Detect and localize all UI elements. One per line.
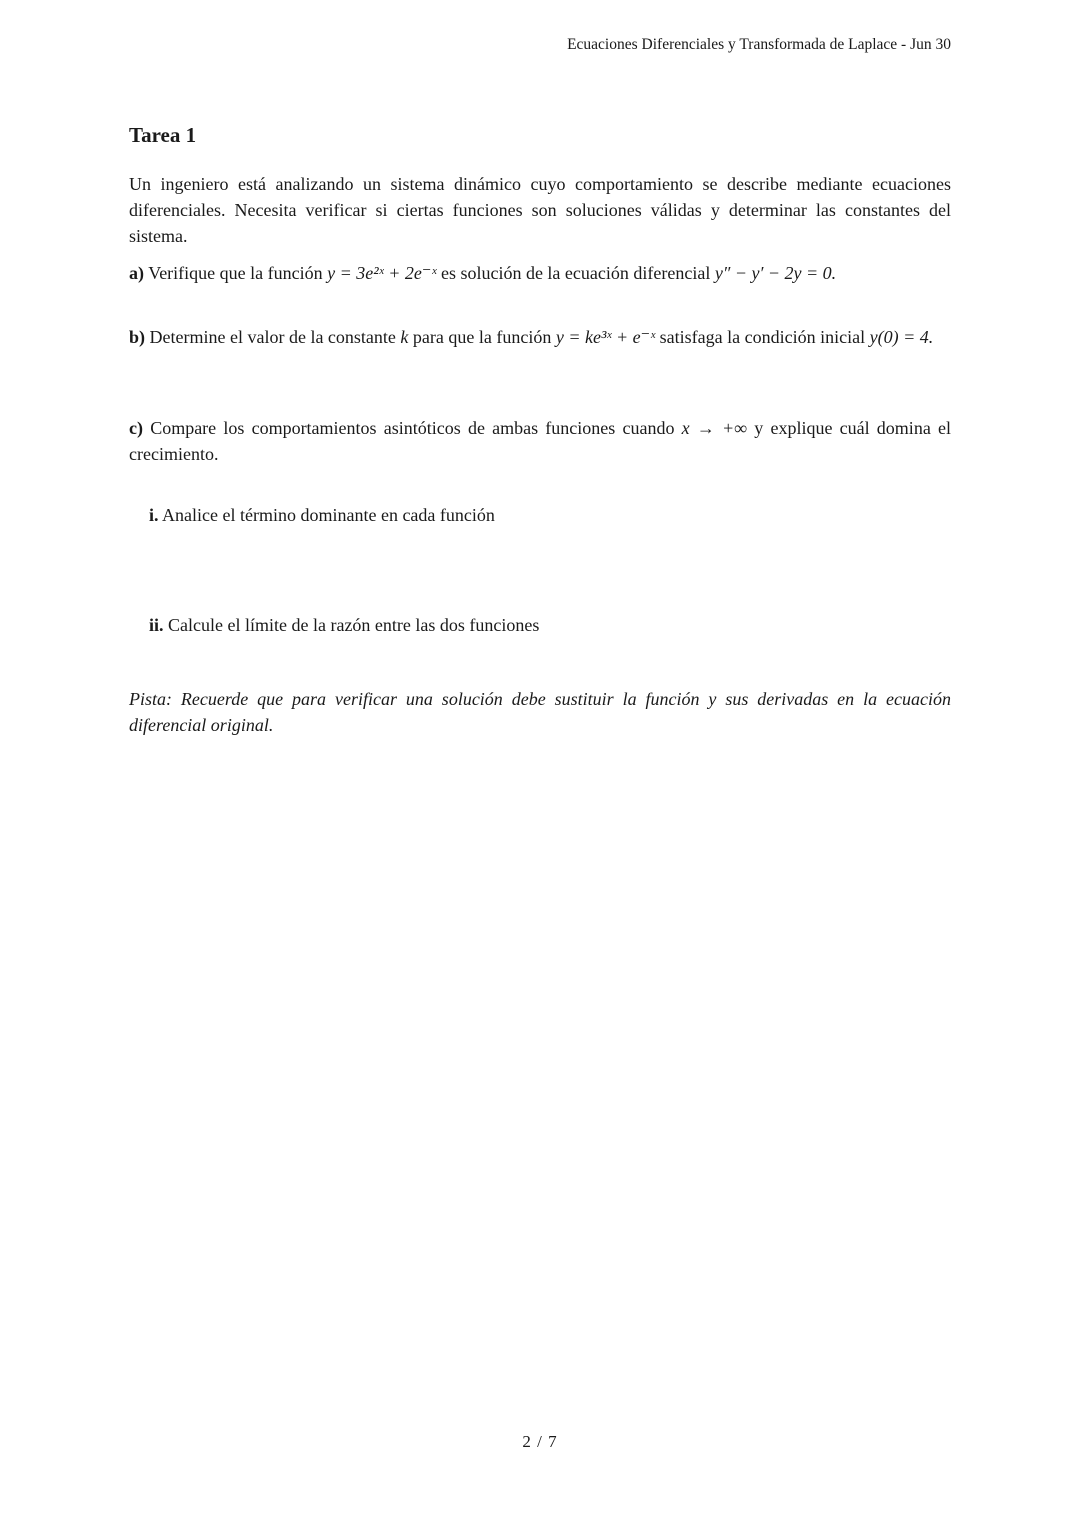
- item-b-math-condition: y(0) = 4.: [869, 327, 934, 347]
- item-a-label: a): [129, 263, 144, 283]
- subitem-i-text: Analice el término dominante en cada función: [162, 505, 495, 525]
- item-a-text-middle: es solución de la ecuación diferencial: [440, 263, 711, 283]
- item-c: [129, 415, 951, 467]
- task-title: Tarea 1: [129, 123, 197, 147]
- item-c-math-limit: x → +∞: [681, 418, 748, 438]
- hint-text: Pista: Recuerde que para verificar una solución debe sustituir la función y sus derivadas en la ecuación diferencial original.: [129, 689, 951, 735]
- item-a: [129, 260, 951, 286]
- subitem-ii: [149, 612, 539, 638]
- item-b-text-middle: para que la función: [412, 327, 552, 347]
- item-b-text-before: Determine el valor de la constante: [149, 327, 396, 347]
- task-intro: Un ingeniero está analizando un sistema dinámico cuyo comportamiento se describe mediante ecuaciones diferenciales. Necesita verificar si ciertas funciones son soluciones válidas y determinar las constantes del sistema.: [129, 174, 951, 246]
- page-number: 2 / 7: [522, 1432, 558, 1451]
- item-a-text-before: Verifique que la función: [148, 263, 323, 283]
- item-c-text-after: y explique cuál domina el crecimiento.: [129, 418, 951, 464]
- subitem-ii-label: ii.: [149, 615, 164, 635]
- item-a-math-equation: y″ − y′ − 2y = 0.: [714, 263, 837, 283]
- item-b-text-after: satisfaga la condición inicial: [659, 327, 866, 347]
- item-c-text-before: Compare los comportamientos asintóticos de ambas funciones cuando: [150, 418, 675, 438]
- subitem-i: [149, 502, 495, 528]
- subitem-ii-text: Calcule el límite de la razón entre las dos funciones: [168, 615, 540, 635]
- item-a-math-function: y = 3e²ˣ + 2e⁻ˣ: [327, 263, 437, 283]
- item-b-label: b): [129, 327, 146, 347]
- item-b-math-constant: k: [400, 327, 409, 347]
- running-header: Ecuaciones Diferenciales y Transformada de Laplace - Jun 30: [567, 36, 951, 53]
- item-b-math-function: y = ke³ˣ + e⁻ˣ: [555, 327, 656, 347]
- item-b: [129, 324, 951, 350]
- item-c-label: c): [129, 418, 143, 438]
- subitem-i-label: i.: [149, 505, 159, 525]
